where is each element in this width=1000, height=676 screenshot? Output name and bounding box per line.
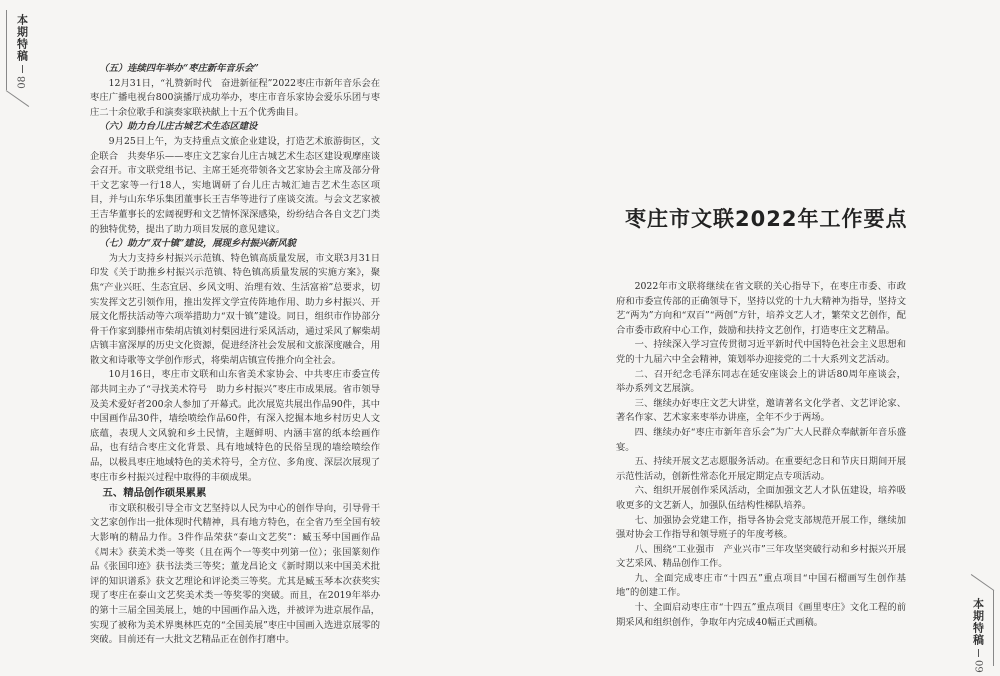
section-heading: 五、精品创作硕果累累 bbox=[102, 487, 207, 500]
body-paragraph: 12月31日，“礼赞新时代 奋进新征程”2022枣庄市新年音乐会在枣庄广播电视台800演播厅成功举办，枣庄市音乐家协会爱乐乐团与枣庄二十余位歌手和演奏家联袂献上十五个优秀曲目。 bbox=[90, 77, 380, 118]
work-item: 一、持续深入学习宣传贯彻习近平新时代中国特色社会主义思想和党的十九届六中全会精神，策划举办迎接党的二十大系列文艺活动。 bbox=[616, 339, 906, 365]
work-item: 三、继续办好枣庄文艺大讲堂，邀请著名文化学者、文艺评论家、著名作家、艺术家来枣举办讲座，全年不少于两场。 bbox=[616, 397, 906, 424]
body-paragraph: 10月16日，枣庄市文联和山东省美术家协会、中共枣庄市委宣传部共同主办了“寻找美术符号 助力乡村振兴”枣庄市成果展。省市领导及美术爱好者200余人参加了开幕式。此次展览共展出作品90件，其中中国画作品30件，墙绘喷绘作品60件，有深入挖掘本地乡村历史人文底蕴，表现人文风貌和乡土民情，主题鲜明、内涵丰富的纸本绘画作品，也有结合枣庄文化背景、具有地域特色的民俗呈现的墙绘喷绘作品，以极具枣庄地域特色的美术符号，全方位、多角度、深层次展现了枣庄市乡村振兴过程中取得的丰硕成果。 bbox=[90, 369, 380, 483]
subheading: （五）连续四年举办“枣庄新年音乐会” bbox=[99, 63, 259, 74]
right-edge-rule bbox=[993, 590, 994, 666]
tab-divider bbox=[22, 65, 23, 73]
body-paragraph: 9月25日上午，为支持重点文旅企业建设，打造艺术旅游街区，文企联合 共奏华乐——枣庄文艺家台儿庄古城艺术生态区建设观摩座谈会召开。市文联党组书记、主席王延亮带领各文艺家协会主席及部分骨干文艺家等一行18人，实地调研了台儿庄古城汇迪吉艺术生态区项目，并与山东华乐集团董事长王吉华等进行了座谈交流。与会文艺家被王吉华董事长的宏阔视野和文艺情怀深深感染，纷纷结合各自文艺门类的独特优势，提出了助力项目发展的意见建议。 bbox=[90, 135, 380, 235]
tab-divider bbox=[978, 649, 979, 657]
body-paragraph: 2022年市文联将继续在省文联的关心指导下，在枣庄市委、市政府和市委宣传部的正确领导下，坚持以党的十九大精神为指导，坚持文艺“两为”方向和“双百”“两创”方针，培养文艺人才，繁荣文艺创作，配合市委市政府中心工作，鼓励和扶持文艺创作，打造枣庄文艺精品。 bbox=[616, 281, 906, 336]
page-number: 08 bbox=[16, 76, 28, 89]
left-text-column bbox=[90, 62, 380, 648]
work-item: 十、全面启动枣庄市“十四五”重点项目《画里枣庄》文化工程的前期采风和组织创作，争取年内完成40幅正式画稿。 bbox=[616, 602, 906, 628]
right-text-column bbox=[616, 280, 906, 630]
section-label: 本期特稿 bbox=[15, 14, 29, 62]
work-item: 六、组织开展创作采风活动，全面加强文艺人才队伍建设，培养吸收更多的文艺新人，加强队伍结构性梯队培养。 bbox=[616, 485, 906, 511]
left-edge-diagonal bbox=[6, 90, 30, 107]
subheading: （六）助力台儿庄古城艺术生态区建设 bbox=[99, 121, 258, 133]
subheading: （七）助力“双十镇”建设，展现乡村振兴新风貌 bbox=[99, 238, 296, 250]
left-side-tab bbox=[8, 14, 36, 89]
work-item: 二、召开纪念毛泽东同志在延安座谈会上的讲话80周年座谈会，举办系列文艺展演。 bbox=[616, 368, 906, 395]
body-paragraph: 为大力支持乡村振兴示范镇、特色镇高质量发展，市文联3月31日印发《关于助推乡村振兴示范镇、特色镇高质量发展的实施方案》，聚焦“产业兴旺、生态宜居、乡风文明、治理有效、生活富裕”总要求，切实发挥文艺引领作用，推出发挥文学宣传阵地作用、助力乡村振兴、开展文化帮扶活动等六项举措助力“双十镇”建设。同日，组织市作协部分骨干作家到滕州市柴胡店镇刘村梨园进行采风活动，通过采风了解柴胡店镇丰富深厚的历史文化资源，促进经济社会发展和文旅深度融合，用散文和诗歌等文学创作形式，将柴胡店镇宣传推介向全社会。 bbox=[90, 252, 380, 366]
right-side-tab bbox=[964, 598, 992, 673]
right-edge-diagonal bbox=[971, 574, 995, 591]
work-item: 七、加强协会党建工作，指导各协会党支部规范开展工作，继续加强对协会工作指导和领导班子的年度考核。 bbox=[616, 514, 906, 541]
work-item: 五、持续开展文艺志愿服务活动。在重要纪念日和节庆日期间开展示范性活动，创新性常态化开展定期定点专项活动。 bbox=[616, 456, 906, 482]
section-label: 本期特稿 bbox=[971, 598, 985, 646]
page-number: 09 bbox=[972, 660, 984, 673]
article-title: 枣庄市文联2022年工作要点 bbox=[625, 207, 908, 231]
body-paragraph: 市文联积极引导全市文艺坚持以人民为中心的创作导向，引导骨干文艺家创作出一批体现时代精神，具有地方特色，在全省乃至全国有较大影响的精品力作。3件作品荣获“泰山文艺奖”：臧玉琴中国画作品《周末》获美术类一等奖（且在两个一等奖中列第一位）；张国篆刻作品《张国印迹》获书法类三等奖；董龙昌论文《新时期以来中国美术批评的知识谱系》获文艺理论和评论类三等奖。尤其是臧玉琴本次获奖实现了枣庄在泰山文艺奖美术类一等奖零的突破。而且，在2019年举办的第十三届全国美展上，她的中国画作品入选，并被评为进京展作品，实现了被称为美术界奥林匹克的“全国美展”枣庄中国画入选进京展零的突破。目前还有一大批文艺精品正在创作打磨中。 bbox=[90, 502, 380, 646]
work-item: 四、继续办好“枣庄市新年音乐会”为广大人民群众奉献新年音乐盛宴。 bbox=[616, 426, 906, 453]
work-item: 九、全面完成枣庄市“十四五”重点项目“中国石榴画写生创作基地”的创建工作。 bbox=[616, 572, 906, 599]
left-edge-rule bbox=[6, 10, 7, 90]
work-item: 八、围绕“工业强市 产业兴市”三年攻坚突破行动和乡村振兴开展文艺采风、精品创作工作。 bbox=[616, 543, 906, 570]
